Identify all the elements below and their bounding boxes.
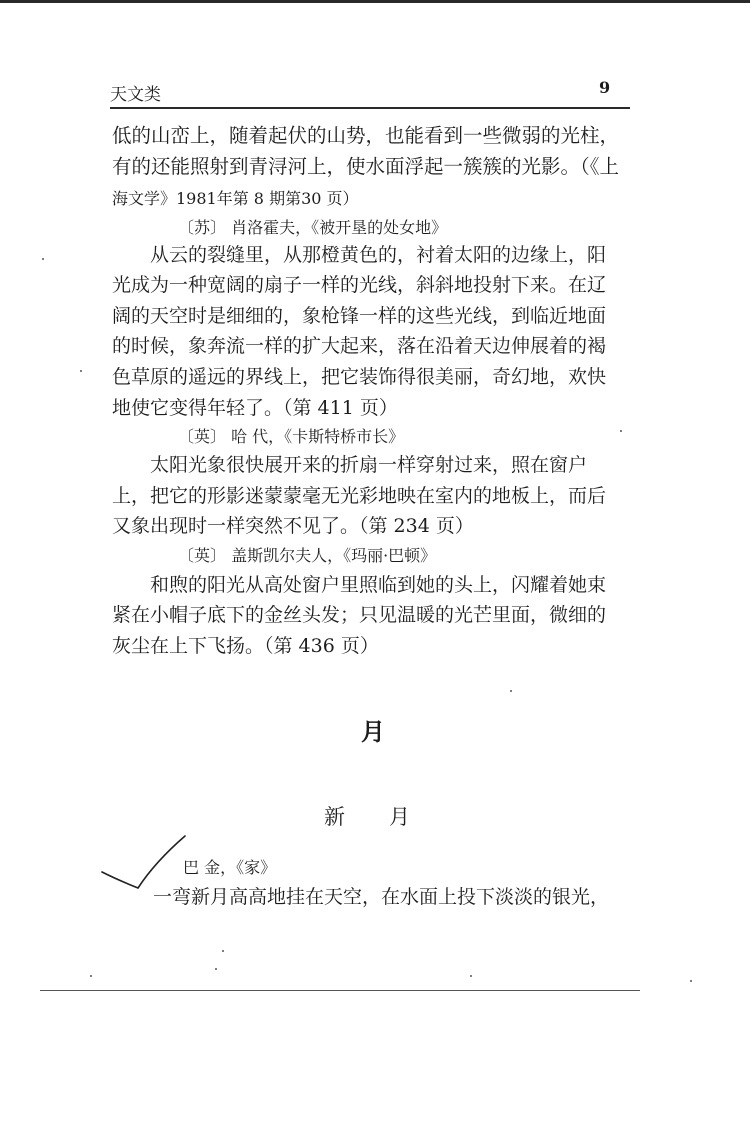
text-line: 和煦的阳光从高处窗户里照临到她的头上，闪耀着她束 [150, 574, 607, 596]
text-line: 从云的裂缝里，从那橙黄色的，衬着太阳的边缘上，阳 [150, 244, 607, 266]
text-line: 光成为一种宽阔的扇子一样的光线，斜斜地投射下来。在辽 [112, 274, 607, 296]
text-line: 太阳光象很快展开来的折扇一样穿射过来，照在窗户 [150, 454, 588, 476]
page-number: 9 [599, 78, 611, 97]
bottom-scan-line [40, 990, 640, 991]
text-line: 色草原的遥远的界线上，把它装饰得很美丽，奇幻地，欢快 [112, 366, 607, 388]
subsection-title: 新月 [324, 805, 454, 829]
scan-speck [470, 975, 472, 977]
text-line: 的时候，象奔流一样的扩大起来，落在沿着天边伸展着的褐 [112, 335, 607, 357]
scan-speck [42, 258, 44, 260]
header-rule [110, 107, 630, 109]
text-line: 海文学》1981年第 8 期第30 页） [112, 189, 359, 208]
source-citation: 〔英〕 哈 代，《卡斯特桥市长》 [178, 427, 405, 446]
source-citation: 〔苏〕 肖洛霍夫，《被开垦的处女地》 [178, 218, 448, 237]
scan-speck [80, 370, 82, 372]
scan-speck [690, 980, 692, 982]
running-header: 天文类 [110, 85, 161, 105]
text-line: 紧在小帽子底下的金丝头发；只见温暖的光芒里面，微细的 [112, 604, 607, 626]
top-border [0, 0, 750, 3]
scan-speck [215, 968, 217, 970]
text-line: 低的山峦上，随着起伏的山势，也能看到一些微弱的光柱， [112, 124, 620, 147]
text-line: 上，把它的形影迷蒙蒙毫无光彩地映在室内的地板上，而后 [112, 485, 607, 507]
text-line: 灰尘在上下飞扬。（第 436 页） [112, 635, 379, 657]
source-citation: 巴 金，《家》 [183, 858, 277, 877]
text-line: 又象出现时一样突然不见了。（第 234 页） [112, 515, 474, 537]
source-citation: 〔英〕 盖斯凯尔夫人，《玛丽·巴顿》 [178, 546, 437, 565]
scan-speck [222, 950, 224, 952]
section-title: 月 [361, 717, 385, 746]
text-line: 一弯新月高高地挂在天空，在水面上投下淡淡的银光， [153, 886, 610, 908]
scan-speck [510, 690, 512, 692]
text-line: 地使它变得年轻了。（第 411 页） [112, 397, 398, 419]
scan-speck [90, 975, 92, 977]
text-line: 阔的天空时是细细的，象枪锋一样的这些光线，到临近地面 [112, 305, 607, 327]
text-line: 有的还能照射到青浔河上，使水面浮起一簇簇的光影。（《上 [112, 155, 620, 178]
scan-speck [620, 430, 622, 432]
